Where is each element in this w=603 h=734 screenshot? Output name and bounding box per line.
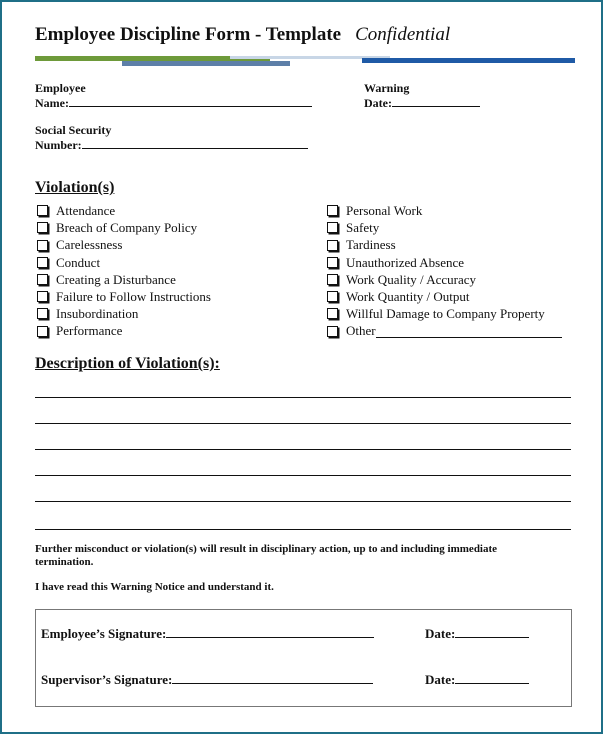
description-line[interactable] bbox=[35, 423, 571, 424]
violation-item[interactable]: Other bbox=[327, 322, 562, 339]
form-title-text: Employee Discipline Form - Template bbox=[35, 24, 342, 45]
violation-item[interactable]: Performance bbox=[37, 322, 211, 339]
warning-label: Warning bbox=[364, 81, 410, 95]
employee-date-label: Date: bbox=[425, 626, 456, 641]
employee-label: Employee bbox=[35, 81, 86, 95]
supervisor-date-field bbox=[425, 672, 529, 688]
checkbox-icon[interactable] bbox=[37, 326, 48, 337]
checkbox-icon[interactable] bbox=[37, 205, 48, 216]
checkbox-icon[interactable] bbox=[37, 257, 48, 268]
employee-signature-line[interactable] bbox=[166, 626, 374, 638]
checkbox-icon[interactable] bbox=[37, 222, 48, 233]
violations-heading: Violation(s) bbox=[35, 179, 115, 196]
supervisor-signature-label: Supervisor’s Signature: bbox=[41, 672, 173, 687]
date-label: Date: bbox=[364, 96, 392, 110]
confidential-label: Confidential bbox=[355, 24, 451, 45]
description-line[interactable] bbox=[35, 529, 571, 530]
description-line[interactable] bbox=[35, 475, 571, 476]
supervisor-date-label: Date: bbox=[425, 672, 456, 687]
acknowledgement-notice: I have read this Warning Notice and understand it. bbox=[35, 581, 274, 593]
violation-item[interactable]: Willful Damage to Company Property bbox=[327, 305, 562, 322]
violations-right-list bbox=[327, 202, 562, 340]
violation-item[interactable]: Tardiness bbox=[327, 236, 562, 253]
misconduct-notice: Further misconduct or violation(s) will result in disciplinary action, up to and including immediate termination. bbox=[35, 543, 498, 568]
checkbox-icon[interactable] bbox=[327, 257, 338, 268]
checkbox-icon[interactable] bbox=[327, 274, 338, 285]
violations-left-list bbox=[37, 202, 211, 340]
checkbox-icon[interactable] bbox=[327, 222, 338, 233]
supervisor-signature-line[interactable] bbox=[172, 672, 373, 684]
violation-item[interactable]: Safety bbox=[327, 219, 562, 236]
employee-signature-label: Employee’s Signature: bbox=[41, 626, 167, 641]
employee-signature-field bbox=[41, 626, 374, 642]
header-bar-slate bbox=[122, 61, 290, 66]
violation-item[interactable]: Work Quality / Accuracy bbox=[327, 271, 562, 288]
checkbox-icon[interactable] bbox=[37, 291, 48, 302]
description-line[interactable] bbox=[35, 397, 571, 398]
supervisor-signature-field bbox=[41, 672, 373, 688]
name-label: Name: bbox=[35, 96, 69, 110]
checkbox-icon[interactable] bbox=[327, 205, 338, 216]
warning-date-field bbox=[364, 81, 480, 110]
violation-item[interactable]: Failure to Follow Instructions bbox=[37, 288, 211, 305]
violation-item[interactable]: Breach of Company Policy bbox=[37, 219, 211, 236]
checkbox-icon[interactable] bbox=[327, 240, 338, 251]
form-title bbox=[35, 24, 450, 46]
number-label: Number: bbox=[35, 138, 82, 152]
violation-item[interactable]: Conduct bbox=[37, 254, 211, 271]
description-line[interactable] bbox=[35, 501, 571, 502]
checkbox-icon[interactable] bbox=[327, 291, 338, 302]
employee-name-line[interactable] bbox=[69, 95, 312, 107]
employee-date-field bbox=[425, 626, 529, 642]
signature-box bbox=[35, 609, 572, 707]
violation-item[interactable]: Attendance bbox=[37, 202, 211, 219]
checkbox-icon[interactable] bbox=[37, 240, 48, 251]
description-heading: Description of Violation(s): bbox=[35, 355, 220, 372]
checkbox-icon[interactable] bbox=[327, 308, 338, 319]
checkbox-icon[interactable] bbox=[37, 308, 48, 319]
description-line[interactable] bbox=[35, 449, 571, 450]
ssn-field bbox=[35, 123, 308, 152]
violation-item[interactable]: Carelessness bbox=[37, 236, 211, 253]
violation-item[interactable]: Insubordination bbox=[37, 305, 211, 322]
header-bar-blue bbox=[362, 58, 575, 63]
violation-item[interactable]: Work Quantity / Output bbox=[327, 288, 562, 305]
employee-name-field bbox=[35, 81, 312, 110]
warning-date-line[interactable] bbox=[392, 95, 480, 107]
employee-date-line[interactable] bbox=[455, 626, 529, 638]
violation-item[interactable]: Creating a Disturbance bbox=[37, 271, 211, 288]
checkbox-icon[interactable] bbox=[327, 326, 338, 337]
ssn-line[interactable] bbox=[82, 137, 308, 149]
ssn-label: Social Security bbox=[35, 123, 112, 137]
supervisor-date-line[interactable] bbox=[455, 672, 529, 684]
other-line[interactable] bbox=[376, 325, 562, 338]
violation-item[interactable]: Unauthorized Absence bbox=[327, 254, 562, 271]
checkbox-icon[interactable] bbox=[37, 274, 48, 285]
violation-item[interactable]: Personal Work bbox=[327, 202, 562, 219]
